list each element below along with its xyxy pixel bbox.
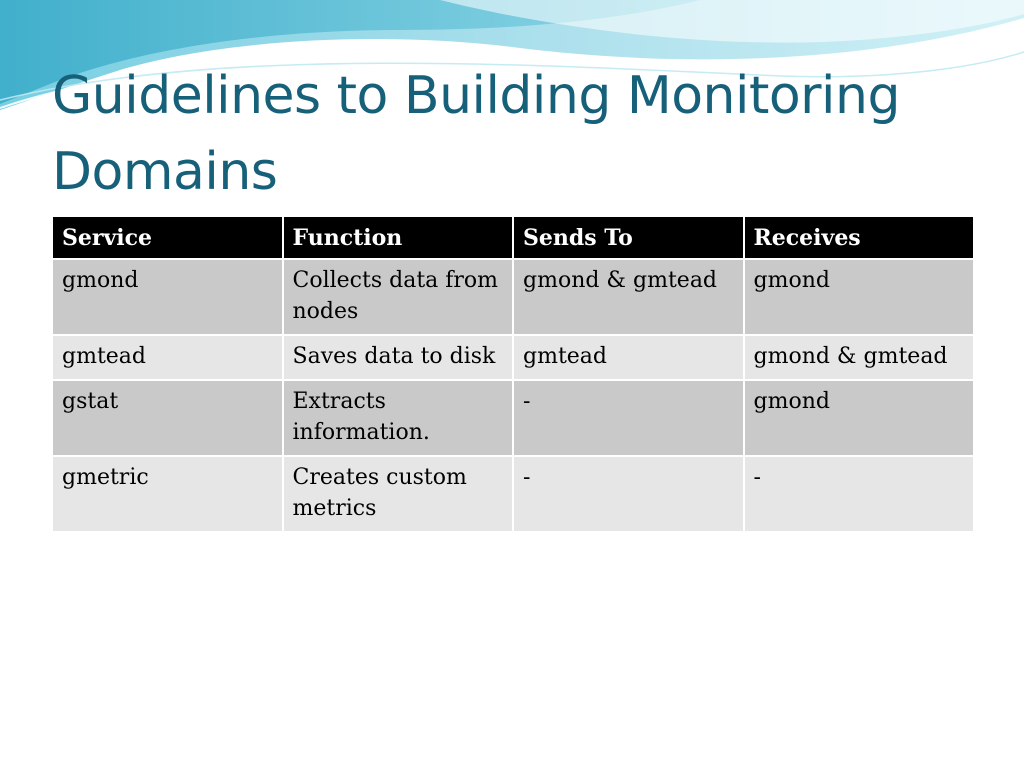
cell-function: Collects data from nodes (283, 259, 514, 335)
cell-receives: gmond & gmtead (744, 335, 975, 380)
cell-sends-to: gmtead (513, 335, 744, 380)
cell-sends-to: - (513, 456, 744, 532)
cell-receives: - (744, 456, 975, 532)
cell-function: Creates custom metrics (283, 456, 514, 532)
cell-sends-to: - (513, 380, 744, 456)
cell-function: Saves data to disk (283, 335, 514, 380)
table-row (52, 335, 974, 380)
cell-receives: gmond (744, 380, 975, 456)
table-row (52, 259, 974, 335)
cell-receives: gmond (744, 259, 975, 335)
cell-function: Extracts information. (283, 380, 514, 456)
slide-title: Guidelines to Building Monitoring Domains (52, 66, 900, 202)
services-table (51, 215, 975, 533)
header-receives: Receives (744, 216, 975, 259)
header-function: Function (283, 216, 514, 259)
cell-service: gmetric (52, 456, 283, 532)
table-header-row (52, 216, 974, 259)
cell-service: gmtead (52, 335, 283, 380)
cell-service: gmond (52, 259, 283, 335)
header-sends-to: Sends To (513, 216, 744, 259)
header-service: Service (52, 216, 283, 259)
cell-sends-to: gmond & gmtead (513, 259, 744, 335)
table-row (52, 380, 974, 456)
table-row (52, 456, 974, 532)
cell-service: gstat (52, 380, 283, 456)
